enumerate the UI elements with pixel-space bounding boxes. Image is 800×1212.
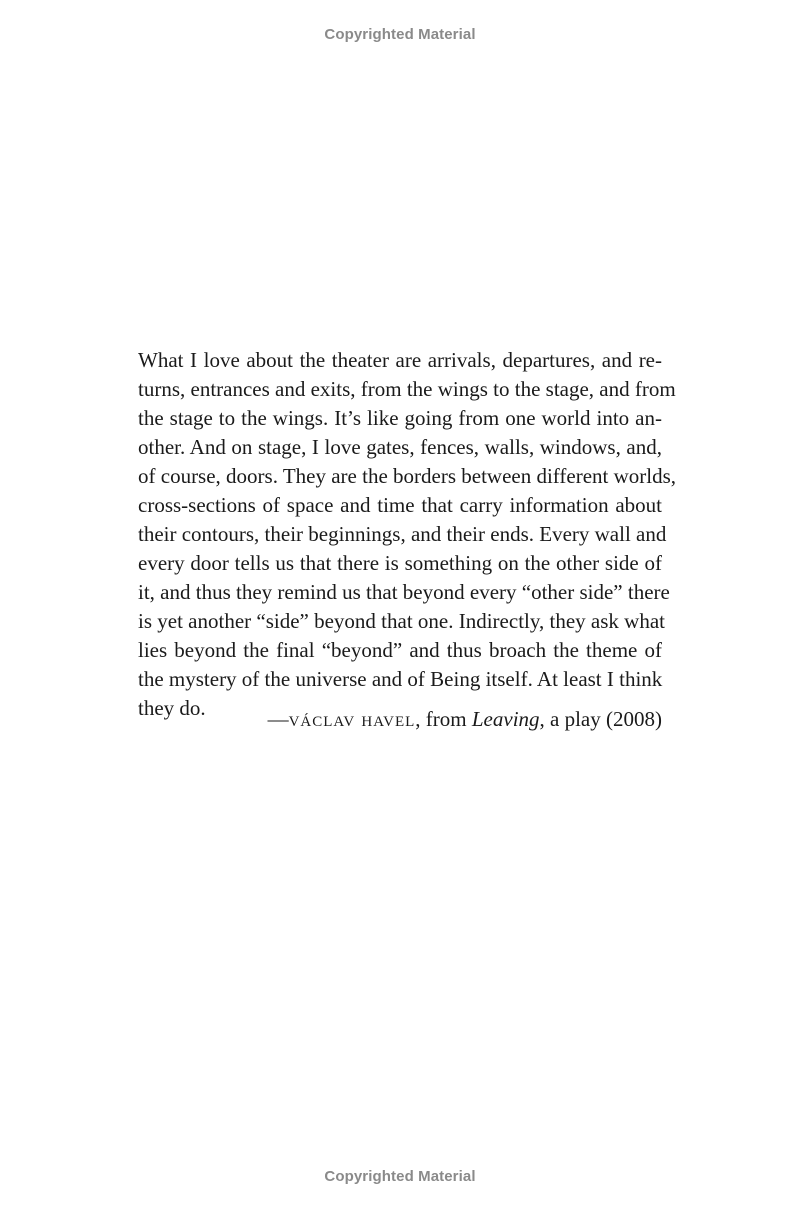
quote-line: other. And on stage, I love gates, fences, walls, windows, and, <box>138 435 662 459</box>
attribution-work-title: Leaving <box>471 707 540 731</box>
quote-line: every door tells us that there is something on the other side of <box>138 551 662 575</box>
quote-line: turns, entrances and exits, from the wings to the stage, and from <box>138 377 676 401</box>
quote-line: lies beyond the final “beyond” and thus broach the theme of <box>138 638 662 662</box>
quote-line: of course, doors. They are the borders between different worlds, <box>138 464 677 488</box>
attribution-author: václav havel <box>288 707 416 731</box>
quote-line: What I love about the theater are arrivals, departures, and re- <box>138 348 662 372</box>
quote-line: the stage to the wings. It’s like going from one world into an- <box>138 406 662 430</box>
quote-attribution <box>138 705 662 734</box>
quote-line: their contours, their beginnings, and their ends. Every wall and <box>138 522 667 546</box>
attribution-separator: , from <box>415 707 472 731</box>
attribution-details: , a play (2008) <box>539 707 662 731</box>
copyright-watermark-bottom: Copyrighted Material <box>324 1168 476 1185</box>
quote-line: cross-sections of space and time that carry information about <box>138 493 662 517</box>
quote-line: the mystery of the universe and of Being itself. At least I think <box>138 667 663 691</box>
copyright-watermark-top: Copyrighted Material <box>324 26 476 43</box>
quote-line: is yet another “side” beyond that one. Indirectly, they ask what <box>138 609 665 633</box>
attribution-dash: — <box>267 707 289 731</box>
quote-line: they do. <box>138 696 206 720</box>
quote-line: it, and thus they remind us that beyond every “other side” there <box>138 580 670 604</box>
epigraph-quote <box>138 346 677 723</box>
